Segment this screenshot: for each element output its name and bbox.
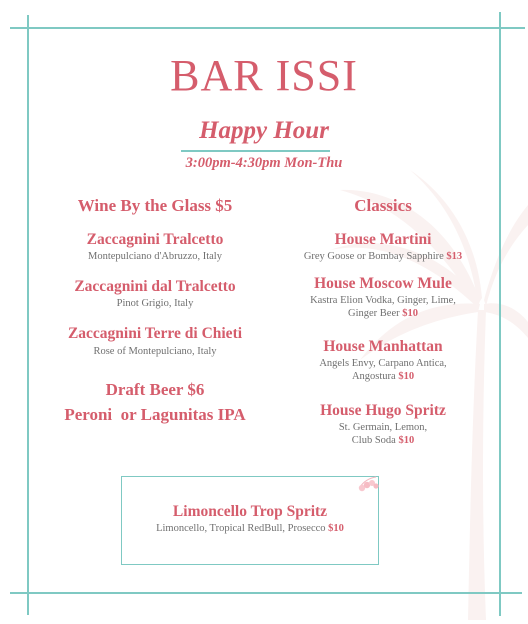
classics-heading: Classics (354, 196, 412, 215)
classic-item-desc: Grey Goose or Bombay Sapphire $13 (303, 251, 463, 262)
wine-item-desc: Rose of Montepulciano, Italy (93, 346, 217, 357)
beer-options: Peroni or Lagunitas IPA (64, 405, 246, 424)
happy-hour-underline (181, 150, 330, 152)
classic-item-desc: Angels Envy, Carpano Antica, Angostura $10 (319, 358, 447, 382)
frame-bottom-line (10, 592, 522, 594)
wine-item-name: Zaccagnini Terre di Chieti (67, 325, 243, 342)
bar-title: BAR ISSI (170, 51, 358, 100)
wine-heading: Wine By the Glass $5 (77, 196, 233, 215)
happy-hour-heading: Happy Hour (199, 117, 329, 144)
classic-item-name: House Martini (334, 231, 432, 248)
price-label: $13 (446, 251, 463, 262)
wine-item-desc: Pinot Grigio, Italy (116, 298, 194, 309)
wine-item-name: Zaccagnini Tralcetto (86, 231, 224, 248)
price-label: $10 (398, 435, 415, 446)
classic-item-desc: St. Germain, Lemon, Club Soda $10 (338, 422, 428, 446)
special-item-desc: Limoncello, Tropical RedBull, Prosecco $10 (156, 523, 344, 534)
price-label: $10 (402, 308, 418, 319)
frame-left-line (27, 15, 29, 615)
price-label: $10 (328, 523, 344, 534)
classic-item-name: House Hugo Spritz (320, 402, 446, 419)
classic-item-name: House Moscow Mule (314, 275, 452, 292)
classic-item-name: House Manhattan (323, 338, 443, 355)
frame-top-line (10, 27, 525, 29)
beer-heading: Draft Beer $6 (105, 380, 205, 399)
happy-hour-times: 3:00pm-4:30pm Mon-Thu (185, 155, 343, 171)
classic-item-desc: Kastra Elion Vodka, Ginger, Lime, Ginger Beer $10 (310, 295, 456, 319)
frame-right-line (499, 12, 501, 616)
price-label: $10 (398, 371, 415, 382)
wine-item-name: Zaccagnini dal Tralcetto (74, 278, 236, 295)
cherries-icon (356, 475, 382, 493)
special-box (121, 476, 379, 565)
wine-item-desc: Montepulciano d'Abruzzo, Italy (88, 251, 222, 262)
special-item-name: Limoncello Trop Spritz (172, 503, 328, 520)
